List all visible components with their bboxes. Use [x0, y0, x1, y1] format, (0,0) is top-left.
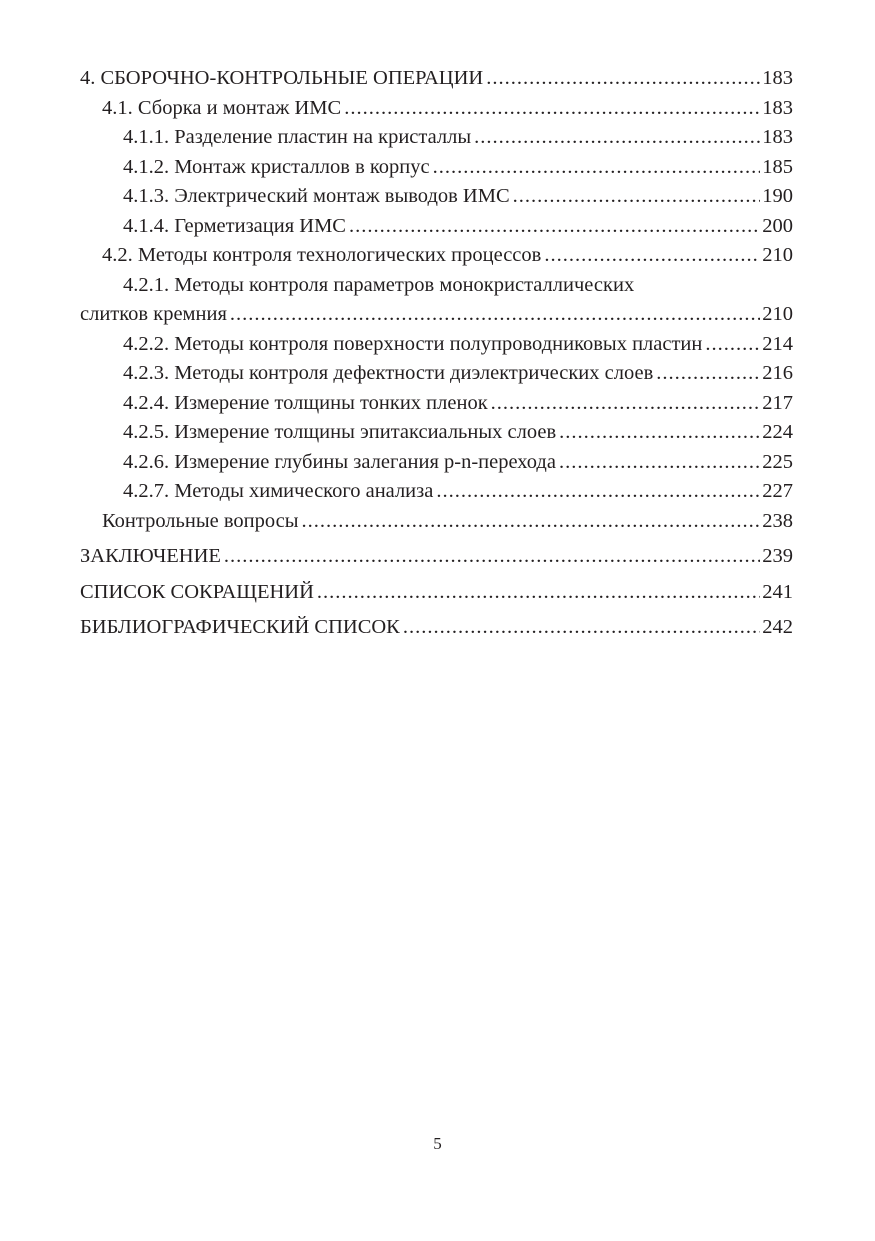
toc-entry-page: 183 [762, 126, 793, 148]
toc-leader-dots [474, 123, 760, 153]
toc-entry-4-1-1[interactable] [80, 123, 793, 153]
toc-entry-page: 185 [762, 155, 793, 178]
toc-entry-4-2-5[interactable] [80, 418, 793, 448]
toc-entry-4-2[interactable] [80, 241, 793, 271]
toc-entry-title: Контрольные вопросы [102, 509, 299, 532]
toc-leader-dots [559, 448, 760, 478]
toc-entry-page: 225 [762, 450, 793, 473]
toc-entry-4-1-2[interactable] [80, 153, 793, 183]
toc-leader-dots [491, 389, 761, 419]
toc-entry-title: 4. СБОРОЧНО-КОНТРОЛЬНЫЕ ОПЕРАЦИИ [80, 67, 484, 89]
toc-leader-dots [705, 330, 760, 360]
toc-entry-title: 4.1.1. Разделение пластин на кристаллы [123, 126, 472, 148]
toc-entry-conclusion[interactable] [80, 542, 793, 572]
toc-entry-4-2-6[interactable] [80, 448, 793, 478]
toc-entry-title: 4.1. Сборка и монтаж ИМС [102, 96, 342, 119]
toc-entry-title: 4.2.3. Методы контроля дефектности диэлектрических слоев [123, 362, 654, 384]
toc-entry-4-2-4[interactable] [80, 389, 793, 419]
toc-entry-bibliography[interactable] [80, 613, 793, 643]
toc-entry-page: 214 [762, 332, 793, 355]
toc-entry-page: 183 [762, 96, 793, 119]
toc-entry-title: слитков кремния [80, 303, 227, 325]
toc-entry-title: БИБЛИОГРАФИЧЕСКИЙ СПИСОК [80, 616, 400, 638]
toc-entry-chapter-4[interactable] [80, 64, 793, 94]
toc-entry-page: 227 [762, 480, 793, 502]
toc-entry-4-1-3[interactable] [80, 182, 793, 212]
toc-entry-page: 210 [762, 303, 793, 325]
toc-entry-title: 4.2.6. Измерение глубины залегания p-n-перехода [123, 450, 556, 473]
toc-entry-page: 190 [762, 185, 793, 207]
toc-entry-control-questions[interactable] [80, 507, 793, 537]
toc-entry-title: 4.2.2. Методы контроля поверхности полупроводниковых пластин [123, 332, 703, 355]
table-of-contents [80, 64, 793, 643]
toc-entry-4-2-1-first-line[interactable]: 4.2.1. Методы контроля параметров монокристаллических [123, 273, 635, 296]
toc-leader-dots [436, 477, 760, 507]
toc-entry-abbreviations[interactable] [80, 578, 793, 608]
toc-entry-page: 217 [762, 391, 793, 414]
toc-entry-title: СПИСОК СОКРАЩЕНИЙ [80, 580, 314, 603]
toc-entry-4-2-1[interactable] [80, 300, 793, 330]
toc-leader-dots [349, 212, 760, 242]
toc-leader-dots [344, 94, 760, 124]
toc-entry-page: 241 [762, 580, 793, 603]
toc-entry-page: 239 [762, 545, 793, 567]
page-number: 5 [433, 1134, 442, 1153]
toc-leader-dots [544, 241, 760, 271]
toc-leader-dots [302, 507, 761, 537]
toc-leader-dots [513, 182, 761, 212]
toc-entry-title: ЗАКЛЮЧЕНИЕ [80, 545, 221, 567]
toc-entry-title: 4.2. Методы контроля технологических процессов [102, 244, 542, 266]
toc-leader-dots [559, 418, 760, 448]
toc-leader-dots [403, 613, 760, 643]
toc-leader-dots [486, 64, 760, 94]
toc-entry-4-2-3[interactable] [80, 359, 793, 389]
toc-entry-title: 4.2.5. Измерение толщины эпитаксиальных слоев [123, 421, 557, 443]
toc-entry-page: 216 [762, 362, 793, 384]
toc-entry-title: 4.1.3. Электрический монтаж выводов ИМС [123, 185, 510, 207]
toc-entry-4-1-4[interactable] [80, 212, 793, 242]
toc-leader-dots [230, 300, 760, 330]
toc-leader-dots [433, 153, 761, 183]
toc-leader-dots [656, 359, 760, 389]
toc-entry-4-2-7[interactable] [80, 477, 793, 507]
toc-entry-page: 210 [762, 244, 793, 266]
toc-entry-page: 200 [762, 214, 793, 237]
toc-entry-page: 242 [762, 616, 793, 638]
toc-entry-title: 4.2.7. Методы химического анализа [123, 480, 434, 502]
toc-leader-dots [317, 578, 760, 608]
toc-entry-title: 4.1.4. Герметизация ИМС [123, 214, 346, 237]
toc-entry-page: 238 [762, 509, 793, 532]
toc-entry-title: 4.1.2. Монтаж кристаллов в корпус [123, 155, 430, 178]
toc-entry-4-2-2[interactable] [80, 330, 793, 360]
toc-entry-4-1[interactable] [80, 94, 793, 124]
toc-entry-page: 183 [762, 67, 793, 89]
toc-entry-page: 224 [762, 421, 793, 443]
toc-leader-dots [224, 542, 760, 572]
toc-entry-title: 4.2.4. Измерение толщины тонких пленок [123, 391, 488, 414]
